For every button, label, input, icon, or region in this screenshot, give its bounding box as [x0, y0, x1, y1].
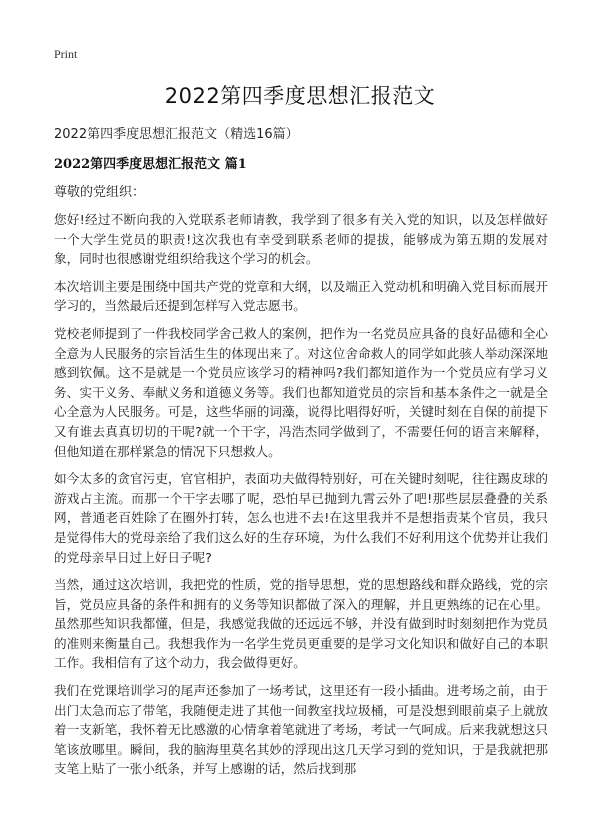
- print-label[interactable]: Print: [54, 47, 78, 61]
- paragraph: 党校老师提到了一件我校同学舍己救人的案例，把作为一名党员应具备的良好品德和全心全意为人民服务的宗旨活生生的体现出来了。对这位舍命救人的同学如此骇人举动深深地感到钦佩。这不是就是一个党员应该学习的精神吗?我们都知道作为一个党员应有学习义务、实干义务、奉献义务和道德义务等。我们也都知道党员的宗旨和基本条件之一就是全心全意为人民服务。可是，这些华丽的词藻，说得比唱得好听，关键时刻在自保的前提下又有谁去真真切切的干呢?就一个干字，冯浩杰同学做到了，不需要任何的语言来解释，但他知道在那样紧急的情况下只想救人。: [54, 325, 548, 459]
- paragraph: 我们在党课培训学习的尾声还参加了一场考试，这里还有一段小插曲。进考场之前，由于出门太急而忘了带笔，我随便走进了其他一间教室找垃圾桶，可是没想到眼前桌子上就放着一支新笔，我怀着无比感激的心情拿着笔就进了考场，考试一气呵成。后来我就想这只笔该放哪里。瞬间，我的脑海里莫名其妙的浮现出这几天学习到的党知识，于是我就把那支笔上贴了一张小纸条，并写上感谢的话，然后找到那: [54, 683, 548, 777]
- salutation: 尊敬的党组织：: [54, 185, 146, 200]
- paragraph: 当然，通过这次培训，我把党的性质，党的指导思想，党的思想路线和群众路线，党的宗旨，党员应具备的条件和拥有的义务等知识都做了深入的理解，并且更熟练的记在心里。虽然那些知识我都懂，但是，我感觉我做的还远远不够，并没有做到时时刻刻把作为党员的准则来衡量自己。我想我作为一名学生党员更重要的是学习文化知识和做好自己的本职工作。我相信有了这个动力，我会做得更好。: [54, 577, 548, 671]
- document-title: 2022第四季度思想汇报范文: [164, 84, 436, 108]
- paragraph: 您好!经过不断向我的入党联系老师请教，我学到了很多有关入党的知识，以及怎样做好一个大学生党员的职责!这次我也有幸受到联系老师的提拔，能够成为第五期的发展对象，同时也很感谢党组织给我这个学习的机会。: [54, 212, 548, 267]
- paragraph: 如今太多的贪官污吏，官官相护，表面功夫做得特别好，可在关键时刻呢，往往踢皮球的游戏占主流。而那一个干字去哪了呢，恐怕早已抛到九霄云外了吧!那些层层叠叠的关系网，普通老百姓除了在圈外打转，怎么也进不去!在这里我并不是想指责某个官员，我只是觉得伟大的党母亲给了我们这么好的生存环境，为什么我们不好利用这个优势并让我们的党母亲早日过上好日子呢?: [54, 471, 548, 565]
- document-body: [54, 210, 548, 787]
- section-heading: 2022第四季度思想汇报范文 篇1: [54, 157, 247, 172]
- paragraph: 本次培训主要是围绕中国共产党的党章和大纲，以及端正入党动机和明确入党目标而展开学习的，当然最后还提到怎样写入党志愿书。: [54, 278, 548, 314]
- document-subtitle: 2022第四季度思想汇报范文（精选16篇）: [54, 127, 299, 142]
